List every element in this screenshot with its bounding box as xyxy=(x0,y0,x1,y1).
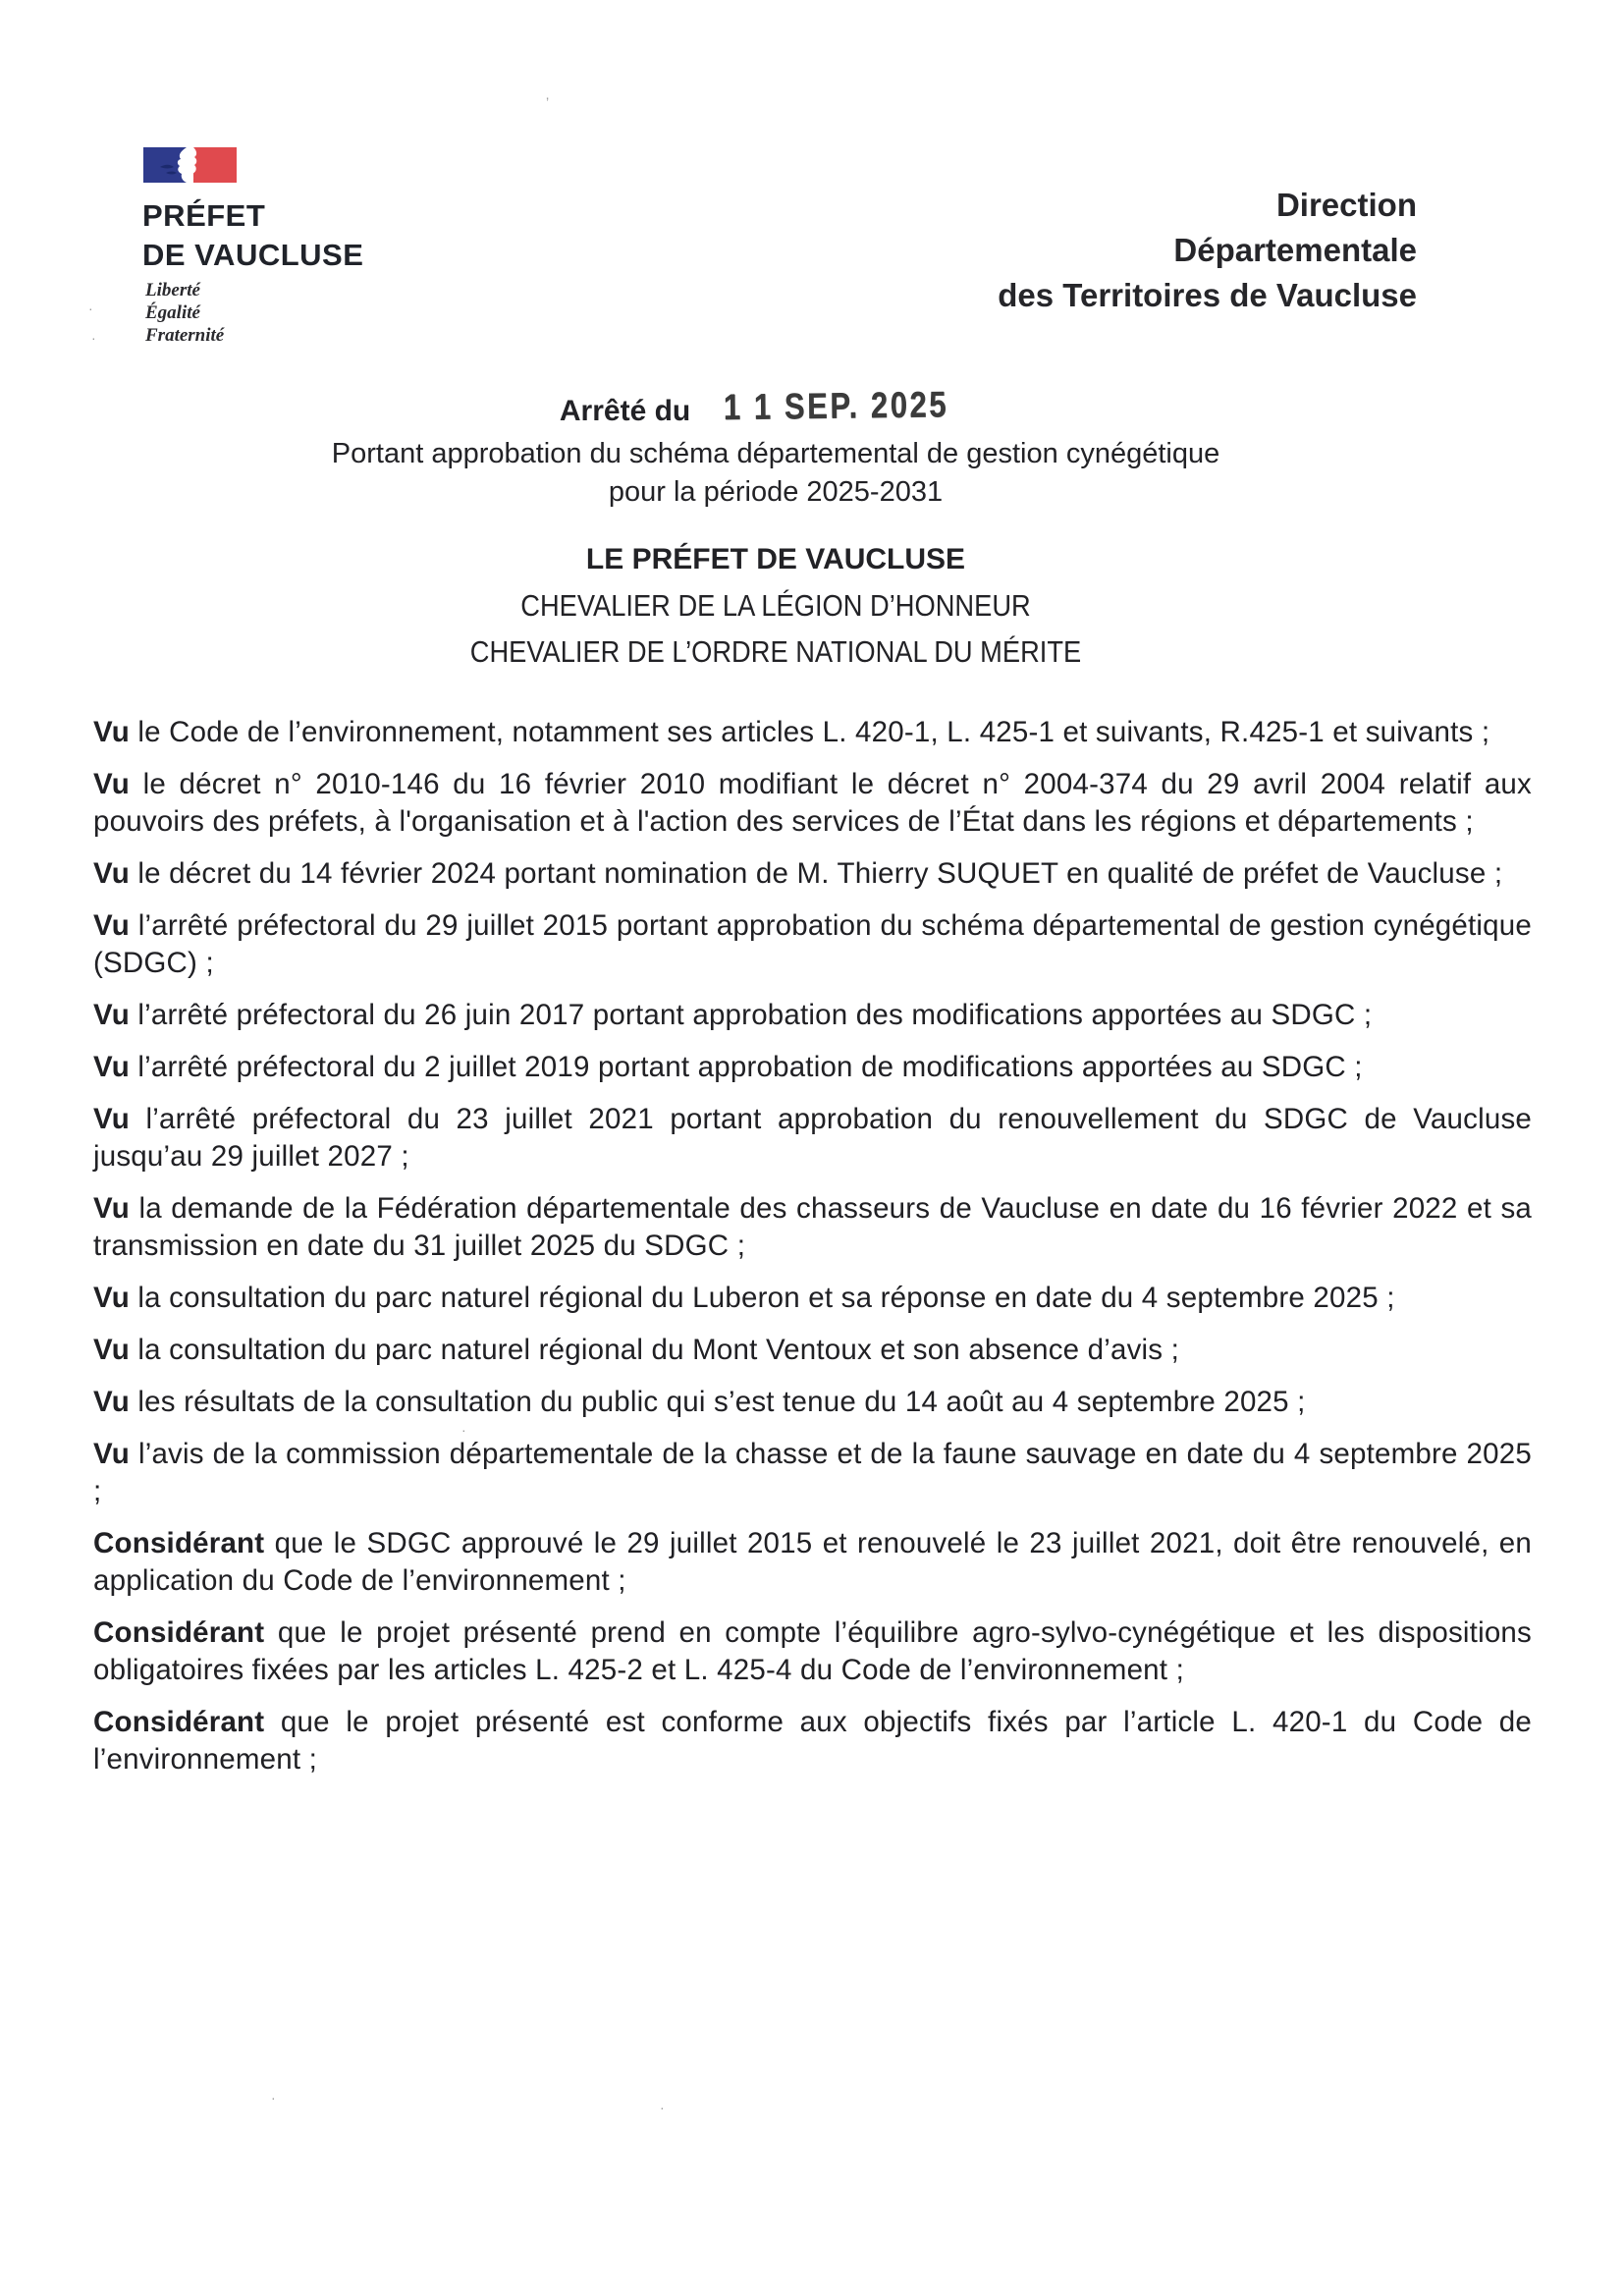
recital-text: la consultation du parc naturel régional du Mont Ventoux et son absence d’avis ; xyxy=(130,1334,1180,1366)
recital-lead: Considérant xyxy=(93,1706,265,1738)
recitals-body xyxy=(93,714,1532,1793)
recital-text: le Code de l’environnement, notamment ses articles L. 420-1, L. 425-1 et suivants, R.425-1 et suivants ; xyxy=(130,716,1490,748)
recital-text: la demande de la Fédération départementale des chasseurs de Vaucluse en date du 16 février 2022 et sa transmission en date du 31 juillet 2025 du SDGC ; xyxy=(93,1192,1532,1262)
recital-text: que le projet présenté prend en compte l’équilibre agro-sylvo-cynégétique et les dispositions obligatoires fixées par les articles L. 425-2 et L. 425-4 du Code de l’environnement ; xyxy=(93,1616,1532,1686)
recital-lead: Vu xyxy=(93,768,131,800)
recital-paragraph xyxy=(93,1190,1532,1265)
recital-lead: Vu xyxy=(93,1386,131,1418)
recital-paragraph xyxy=(93,1332,1532,1369)
recital-text: l’arrêté préfectoral du 26 juin 2017 portant approbation des modifications apportées au SDGC ; xyxy=(130,999,1373,1031)
recital-text: l’avis de la commission départementale de la chasse et de la faune sauvage en date du 4 septembre 2025 ; xyxy=(93,1438,1532,1507)
recital-lead: Vu xyxy=(93,1192,131,1225)
authority-block xyxy=(59,543,1492,670)
brand-line-1: PRÉFET xyxy=(142,198,266,233)
recital-text: le décret du 14 février 2024 portant nomination de M. Thierry SUQUET en qualité de préfet de Vaucluse ; xyxy=(130,857,1503,890)
recital-lead: Vu xyxy=(93,1334,131,1366)
direction-line-2: Départementale xyxy=(1173,232,1417,268)
french-flag-marianne-icon xyxy=(142,145,238,185)
prefet-brand xyxy=(142,196,363,275)
brand-line-2: DE VAUCLUSE xyxy=(142,238,364,272)
recital-lead: Vu xyxy=(93,1051,131,1083)
authority-line-3: CHEVALIER DE L’ORDRE NATIONAL DU MÉRITE xyxy=(469,634,1082,669)
scan-artifact: · xyxy=(91,330,96,346)
recital-paragraph xyxy=(93,1704,1532,1778)
recital-paragraph xyxy=(93,1280,1532,1317)
recital-lead: Vu xyxy=(93,1438,131,1470)
recital-paragraph xyxy=(93,997,1532,1034)
recital-paragraph xyxy=(93,1525,1532,1600)
recital-text: la consultation du parc naturel régional du Luberon et sa réponse en date du 4 septembre 2025 ; xyxy=(130,1282,1395,1314)
recital-paragraph xyxy=(93,1101,1532,1175)
republique-motto xyxy=(145,279,224,347)
arrete-title-line xyxy=(59,384,1492,428)
scan-artifact: · xyxy=(88,301,93,316)
recital-text: l’arrêté préfectoral du 23 juillet 2021 portant approbation du renouvellement du SDGC de Vaucluse jusqu’au 29 juillet 2027 ; xyxy=(93,1103,1532,1173)
direction-header xyxy=(998,183,1417,318)
direction-line-3: des Territoires de Vaucluse xyxy=(998,277,1417,313)
scan-artifact: · xyxy=(461,1422,466,1438)
recital-paragraph xyxy=(93,1614,1532,1689)
title-subtitle xyxy=(59,435,1492,512)
recital-paragraph xyxy=(93,766,1532,841)
prefet-logo xyxy=(142,145,364,346)
motto-fraternite: Fraternité xyxy=(145,325,225,346)
recital-lead: Vu xyxy=(93,909,131,942)
arrete-label: Arrêté du xyxy=(559,395,691,427)
date-stamp: 1 1 SEP. 2025 xyxy=(723,384,949,428)
recital-paragraph xyxy=(93,855,1532,893)
scan-artifact: · xyxy=(660,2100,665,2115)
authority-line-2: CHEVALIER DE LA LÉGION D’HONNEUR xyxy=(520,588,1031,623)
recital-lead: Vu xyxy=(93,857,131,890)
recital-lead: Considérant xyxy=(93,1527,265,1559)
recital-text: l’arrêté préfectoral du 2 juillet 2019 portant approbation de modifications apportées au SDGC ; xyxy=(130,1051,1363,1083)
recital-paragraph xyxy=(93,1049,1532,1086)
scan-artifact: ’ xyxy=(546,94,550,110)
recital-text: les résultats de la consultation du public qui s’est tenue du 14 août au 4 septembre 2025 ; xyxy=(130,1386,1306,1418)
motto-egalite: Égalité xyxy=(145,302,200,323)
recital-text: le décret n° 2010-146 du 16 février 2010 modifiant le décret n° 2004-374 du 29 avril 2004 relatif aux pouvoirs des préfets, à l'organisation et à l'action des services de l’État dans les régions et départements ; xyxy=(93,768,1532,838)
recital-paragraph xyxy=(93,714,1532,751)
recital-lead: Vu xyxy=(93,999,131,1031)
subtitle-line-1: Portant approbation du schéma départemental de gestion cynégétique xyxy=(331,438,1220,469)
recital-lead: Vu xyxy=(93,716,131,748)
recital-paragraph xyxy=(93,1436,1532,1510)
recital-text: que le SDGC approuvé le 29 juillet 2015 et renouvelé le 23 juillet 2021, doit être renouvelé, en application du Code de l’environnement ; xyxy=(93,1527,1532,1597)
authority-line-1: LE PRÉFET DE VAUCLUSE xyxy=(585,543,966,575)
recital-lead: Considérant xyxy=(93,1616,265,1649)
recital-lead: Vu xyxy=(93,1282,131,1314)
subtitle-line-2: pour la période 2025-2031 xyxy=(608,476,944,508)
recital-text: que le projet présenté est conforme aux objectifs fixés par l’article L. 420-1 du Code de l’environnement ; xyxy=(93,1706,1532,1776)
recital-text: l’arrêté préfectoral du 29 juillet 2015 portant approbation du schéma départemental de gestion cynégétique (SDGC) ; xyxy=(93,909,1532,979)
recital-lead: Vu xyxy=(93,1103,131,1135)
motto-liberte: Liberté xyxy=(145,280,200,301)
recital-paragraph xyxy=(93,907,1532,982)
scan-artifact: · xyxy=(271,2090,276,2105)
direction-line-1: Direction xyxy=(1275,187,1417,223)
recital-paragraph xyxy=(93,1384,1532,1421)
title-zone xyxy=(59,384,1492,512)
